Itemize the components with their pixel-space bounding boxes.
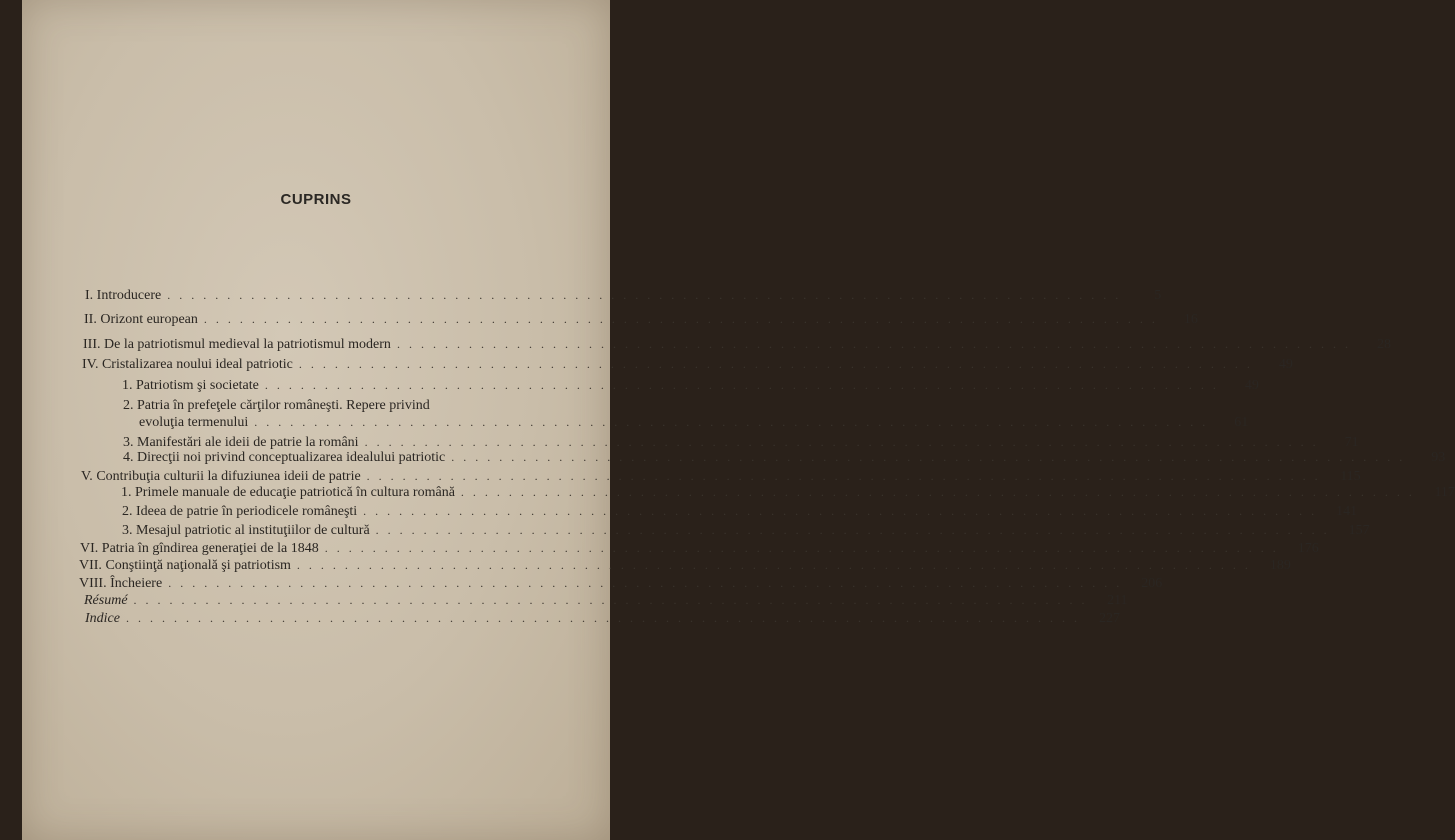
toc-text: Indice <box>85 611 120 626</box>
toc-entry <box>79 557 1291 574</box>
toc-text: Patria în prefeţele cărţilor româneşti. Repere privind <box>137 398 430 413</box>
toc-number: 2. <box>122 504 133 519</box>
toc-number: III. <box>83 337 101 352</box>
dot-leader: ................................................................................ <box>364 435 1325 449</box>
toc-number: 1. <box>121 485 132 500</box>
toc-page: 141 <box>1336 504 1358 519</box>
dot-leader: ................................................................................ <box>167 288 1128 302</box>
toc-number: VII. <box>79 558 102 573</box>
toc-text: Introducere <box>96 288 162 303</box>
toc-entry <box>85 610 1120 627</box>
toc-page: 49 <box>1244 378 1259 393</box>
toc-entry <box>123 398 430 414</box>
dot-leader: ................................................................................ <box>254 415 1215 429</box>
toc-entry <box>84 311 1198 328</box>
dot-leader: ................................................................................ <box>203 312 1164 326</box>
toc-page: 5 <box>1154 288 1162 303</box>
toc-page: 206 <box>1141 576 1163 591</box>
toc-number: V. <box>81 469 93 484</box>
dot-leader: ................................................................................ <box>296 558 1257 572</box>
toc-entry <box>84 592 1128 609</box>
toc-text: Conştiinţă naţională şi patriotism <box>105 558 291 573</box>
dot-leader: ................................................................................ <box>451 450 1412 464</box>
toc-text: Manifestări ale ideii de patrie la români <box>137 435 359 450</box>
toc-text: Primele manuale de educaţie patriotică în cultura română <box>135 485 455 500</box>
toc-page: 16 <box>1183 312 1198 327</box>
toc-page: 71 <box>1344 435 1359 450</box>
dot-leader: ................................................................................ <box>460 485 1421 499</box>
toc-entry <box>80 540 1319 557</box>
toc-page: 157 <box>1348 523 1370 538</box>
toc-entry <box>122 503 1358 520</box>
toc-page: 115 <box>1340 469 1361 484</box>
toc-number: IV. <box>82 357 99 372</box>
toc-number: 3. <box>122 523 133 538</box>
dot-leader: ................................................................................ <box>375 523 1336 537</box>
toc-entry <box>82 356 1293 373</box>
dot-leader: ................................................................................ <box>324 541 1285 555</box>
toc-text: Cristalizarea noului ideal patriotic <box>101 357 293 372</box>
toc-text: Patria în gîndirea generaţiei de la 1848 <box>101 541 319 556</box>
toc-entry <box>139 414 1249 431</box>
toc-text: Direcţii noi privind conceptualizarea idealului patriotic <box>137 450 446 465</box>
toc-text: Contribuţia culturii la difuziunea ideii de patrie <box>96 469 361 484</box>
toc-text: Mesajul patriotic al instituţiilor de cultură <box>136 523 370 538</box>
toc-entry <box>79 575 1163 592</box>
toc-text: Orizont european <box>100 312 198 327</box>
toc-number: VI. <box>80 541 99 556</box>
toc-number: VIII. <box>79 576 107 591</box>
toc-number: 2. <box>123 398 134 413</box>
toc-page: 117 <box>1434 485 1455 500</box>
table-of-contents <box>22 0 1455 840</box>
toc-entry <box>85 287 1162 304</box>
toc-entry <box>123 449 1446 466</box>
dot-leader: ................................................................................ <box>125 611 1086 625</box>
toc-entry <box>81 468 1361 485</box>
toc-page: 93 <box>1431 450 1446 465</box>
toc-entry <box>121 484 1455 501</box>
toc-entry <box>83 336 1391 353</box>
toc-entry <box>122 522 1370 539</box>
toc-page: 227 <box>1098 611 1120 626</box>
toc-number: II. <box>84 312 97 327</box>
page-title: CUPRINS <box>280 191 352 208</box>
toc-number: 3. <box>123 435 134 450</box>
toc-text: De la patriotismul medieval la patriotismul modern <box>104 337 391 352</box>
toc-page: 49 <box>1278 357 1293 372</box>
dot-leader: ................................................................................ <box>298 357 1259 371</box>
dot-leader: ................................................................................ <box>363 504 1324 518</box>
toc-text: Încheiere <box>110 576 163 591</box>
toc-text: evoluţia termenului <box>139 415 249 430</box>
dot-leader: ................................................................................ <box>366 469 1327 483</box>
dot-leader: ................................................................................ <box>133 593 1094 607</box>
dot-leader: ................................................................................ <box>396 337 1357 351</box>
toc-page: 189 <box>1269 558 1291 573</box>
toc-number: 1. <box>122 378 133 393</box>
toc-text: Ideea de patrie în periodicele româneşti <box>136 504 358 519</box>
dot-leader: ................................................................................ <box>264 378 1225 392</box>
toc-number: 4. <box>123 450 134 465</box>
toc-page: 211 <box>1107 593 1128 608</box>
book-page <box>22 0 1455 840</box>
toc-page: 28 <box>1376 337 1391 352</box>
toc-page: 61 <box>1234 415 1249 430</box>
toc-text: Résumé <box>84 593 128 608</box>
toc-entry <box>122 377 1259 394</box>
toc-text: Patriotism şi societate <box>136 378 259 393</box>
dot-leader: ................................................................................ <box>168 576 1129 590</box>
toc-number: I. <box>85 288 94 303</box>
toc-page: 176 <box>1297 541 1319 556</box>
